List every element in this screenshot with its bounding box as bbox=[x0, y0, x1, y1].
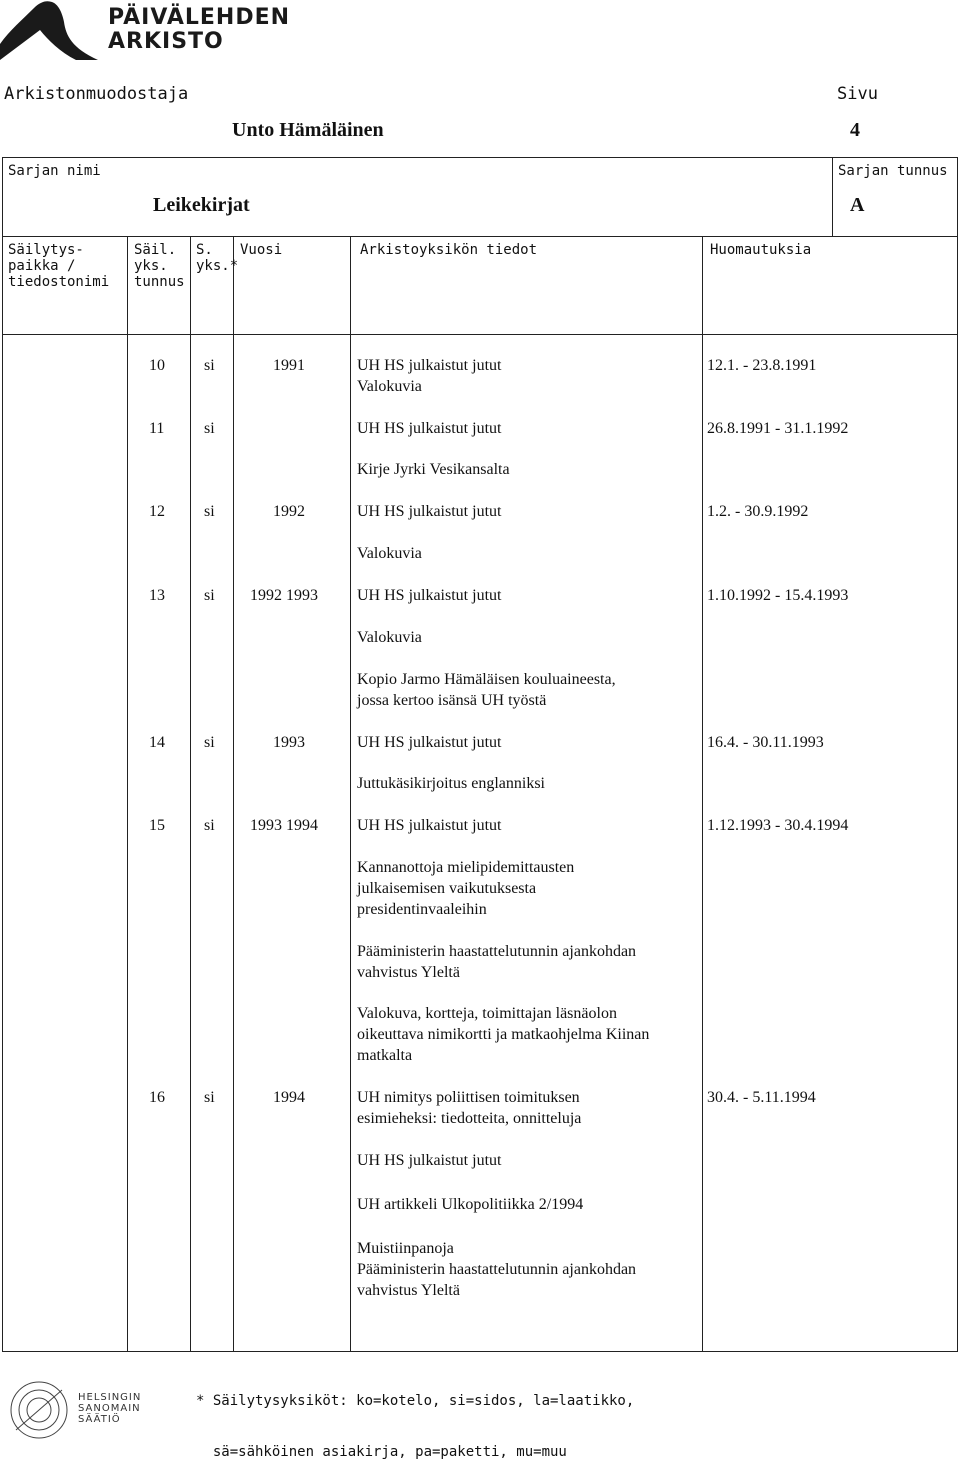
row-unit-type: si bbox=[204, 587, 215, 604]
series-code-label: Sarjan tunnus bbox=[838, 163, 948, 179]
col-header-unit-type: S. yks.* bbox=[196, 242, 239, 274]
row-note: 1.2. - 30.9.1992 bbox=[707, 503, 809, 520]
row-unit-type: si bbox=[204, 503, 215, 520]
logo-line-1: PÄIVÄLEHDEN bbox=[108, 5, 291, 30]
row-note: 30.4. - 5.11.1994 bbox=[707, 1089, 816, 1106]
footnote bbox=[196, 1359, 634, 1478]
row-note: 1.10.1992 - 15.4.1993 bbox=[707, 587, 849, 604]
row-unit-type: si bbox=[204, 420, 215, 437]
row-info-line: Pääministerin haastattelutunnin ajankohdan bbox=[357, 943, 637, 960]
foundation-mark-icon bbox=[8, 1372, 70, 1442]
row-unit-id: 14 bbox=[149, 734, 165, 751]
creator-value: Unto Hämäläinen bbox=[232, 119, 384, 141]
row-info-line: esimieheksi: tiedotteita, onnitteluja bbox=[357, 1110, 582, 1127]
row-info-line: Pääministerin haastattelutunnin ajankohdan bbox=[357, 1261, 637, 1278]
row-info-line: vahvistus Yleltä bbox=[357, 1282, 460, 1299]
row-note: 26.8.1991 - 31.1.1992 bbox=[707, 420, 849, 437]
row-info-line: Valokuva, kortteja, toimittajan läsnäolon bbox=[357, 1005, 617, 1022]
row-unit-type: si bbox=[204, 817, 215, 834]
col-header-location: Säilytys- paikka / tiedostonimi bbox=[8, 242, 110, 290]
row-info-line: UH nimitys poliittisen toimituksen bbox=[357, 1089, 580, 1106]
row-info-line: Valokuvia bbox=[357, 545, 422, 562]
archive-logo bbox=[0, 0, 291, 62]
row-year: 1993 1994 bbox=[250, 817, 318, 834]
footnote-line-2: sä=sähköinen asiakirja, pa=paketti, mu=muu bbox=[196, 1444, 567, 1460]
row-info-line: UH artikkeli Ulkopolitiikka 2/1994 bbox=[357, 1196, 584, 1213]
row-unit-id: 11 bbox=[149, 420, 165, 437]
row-info-line: matkalta bbox=[357, 1047, 413, 1064]
row-info-line: Juttukäsikirjoitus englanniksi bbox=[357, 775, 545, 792]
row-unit-id: 13 bbox=[149, 587, 165, 604]
page-label: Sivu bbox=[837, 84, 878, 104]
row-unit-id: 10 bbox=[149, 357, 165, 374]
col-header-info: Arkistoyksikön tiedot bbox=[360, 242, 538, 258]
row-year: 1992 1993 bbox=[250, 587, 318, 604]
row-unit-type: si bbox=[204, 357, 215, 374]
row-year: 1991 bbox=[273, 357, 305, 374]
row-info-line: UH HS julkaistut jutut bbox=[357, 734, 502, 751]
row-unit-type: si bbox=[204, 1089, 215, 1106]
foundation-line-3: SÄÄTIÖ bbox=[78, 1414, 121, 1425]
row-note: 1.12.1993 - 30.4.1994 bbox=[707, 817, 849, 834]
row-unit-id: 12 bbox=[149, 503, 165, 520]
row-info-line: Valokuvia bbox=[357, 378, 422, 395]
row-info-line: vahvistus Yleltä bbox=[357, 964, 460, 981]
row-info-line: jossa kertoo isänsä UH työstä bbox=[357, 692, 547, 709]
row-info-line: UH HS julkaistut jutut bbox=[357, 1152, 502, 1169]
row-info-line: UH HS julkaistut jutut bbox=[357, 420, 502, 437]
col-header-year: Vuosi bbox=[240, 242, 283, 258]
foundation-line-1: HELSINGIN bbox=[78, 1392, 142, 1403]
row-note: 12.1. - 23.8.1991 bbox=[707, 357, 817, 374]
series-name-value: Leikekirjat bbox=[153, 194, 250, 216]
col-header-notes: Huomautuksia bbox=[710, 242, 812, 258]
logo-mark-icon bbox=[0, 0, 98, 60]
row-year: 1994 bbox=[273, 1089, 305, 1106]
series-code-value: A bbox=[850, 194, 865, 216]
row-info-line: UH HS julkaistut jutut bbox=[357, 817, 502, 834]
row-unit-id: 15 bbox=[149, 817, 165, 834]
col-header-unit-id: Säil. yks. tunnus bbox=[134, 242, 185, 290]
row-unit-type: si bbox=[204, 734, 215, 751]
row-unit-id: 16 bbox=[149, 1089, 165, 1106]
creator-label: Arkistonmuodostaja bbox=[4, 84, 189, 104]
page-value: 4 bbox=[850, 119, 860, 141]
foundation-line-2: SANOMAIN bbox=[78, 1403, 141, 1414]
row-info-line: presidentinvaaleihin bbox=[357, 901, 487, 918]
row-info-line: oikeuttava nimikortti ja matkaohjelma Kiinan bbox=[357, 1026, 650, 1043]
row-info-line: Muistiinpanoja bbox=[357, 1240, 454, 1257]
row-info-line: Kirje Jyrki Vesikansalta bbox=[357, 461, 510, 478]
row-info-line: Kannanottoja mielipidemittausten bbox=[357, 859, 575, 876]
row-info-line: julkaisemisen vaikutuksesta bbox=[357, 880, 537, 897]
row-year: 1993 bbox=[273, 734, 305, 751]
series-name-label: Sarjan nimi bbox=[8, 163, 101, 179]
row-note: 16.4. - 30.11.1993 bbox=[707, 734, 824, 751]
row-info-line: UH HS julkaistut jutut bbox=[357, 357, 502, 374]
row-info-line: UH HS julkaistut jutut bbox=[357, 587, 502, 604]
row-info-line: Valokuvia bbox=[357, 629, 422, 646]
foundation-logo bbox=[8, 1372, 142, 1442]
row-info-line: UH HS julkaistut jutut bbox=[357, 503, 502, 520]
row-info-line: Kopio Jarmo Hämäläisen kouluaineesta, bbox=[357, 671, 616, 688]
footnote-line-1: * Säilytysyksiköt: ko=kotelo, si=sidos, la=laatikko, bbox=[196, 1393, 635, 1409]
logo-line-2: ARKISTO bbox=[108, 29, 224, 54]
row-year: 1992 bbox=[273, 503, 305, 520]
